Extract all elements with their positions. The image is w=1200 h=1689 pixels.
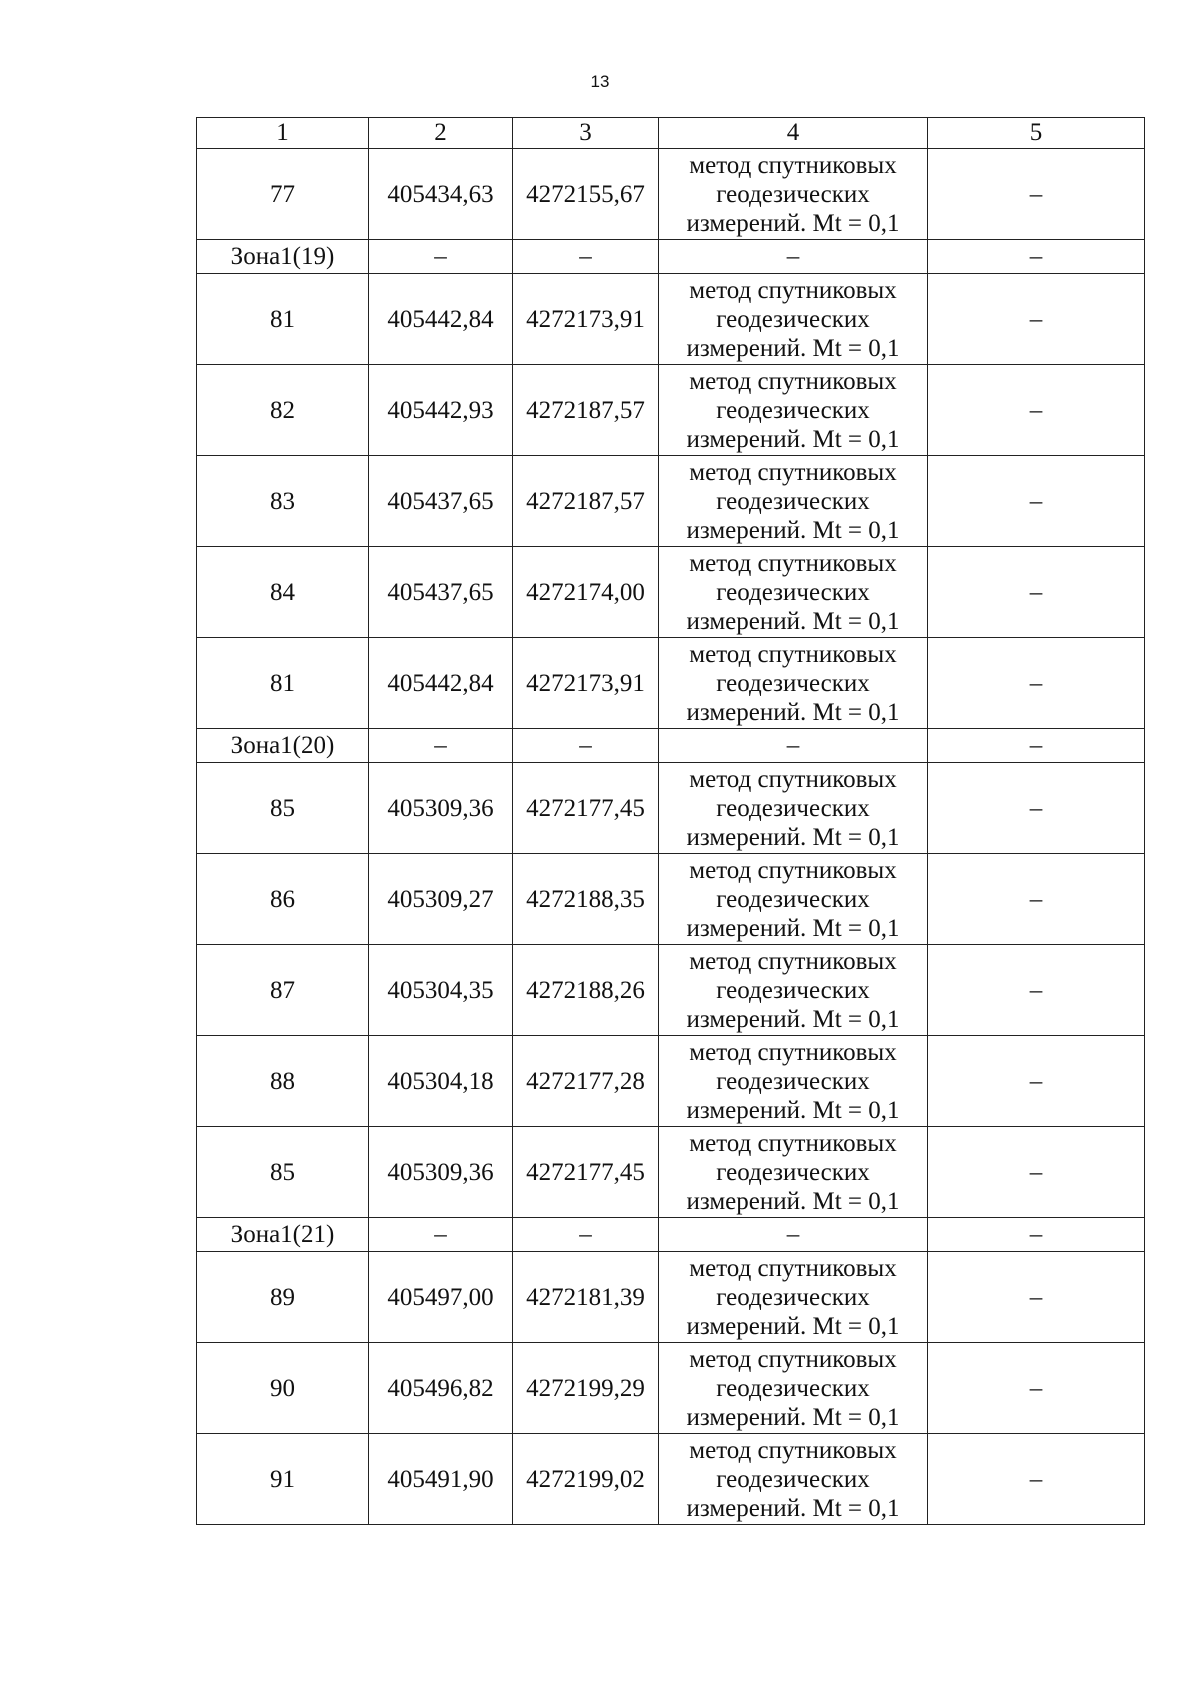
method-cell [659,1343,928,1434]
point-number: 91 [197,1434,369,1525]
method-line: измерений. Mt = 0,1 [686,516,900,544]
point-x: 405309,36 [369,763,513,854]
zone-cell-2: – [369,240,513,274]
method-line: измерений. Mt = 0,1 [686,607,900,635]
method-line: геодезических [716,1158,870,1186]
point-x: 405309,27 [369,854,513,945]
header-row [197,118,1145,149]
point-number: 82 [197,365,369,456]
zone-cell-5: – [928,240,1145,274]
point-cell-5: – [928,1036,1145,1127]
zone-row [197,240,1145,274]
zone-cell-3: – [513,1218,659,1252]
method-line: геодезических [716,885,870,913]
method-cell [659,763,928,854]
zone-row [197,1218,1145,1252]
method-line: метод спутниковых [689,367,897,395]
zone-cell-2: – [369,1218,513,1252]
coordinates-table-body [197,118,1145,1525]
method-line: измерений. Mt = 0,1 [686,334,900,362]
point-number: 81 [197,638,369,729]
point-row [197,1036,1145,1127]
method-line: измерений. Mt = 0,1 [686,823,900,851]
point-cell-5: – [928,945,1145,1036]
point-number: 85 [197,1127,369,1218]
point-row [197,456,1145,547]
point-row [197,1343,1145,1434]
zone-cell-4: – [659,240,928,274]
zone-cell-5: – [928,1218,1145,1252]
point-cell-5: – [928,365,1145,456]
method-line: измерений. Mt = 0,1 [686,1403,900,1431]
point-row [197,1434,1145,1525]
point-x: 405437,65 [369,456,513,547]
point-y: 4272188,26 [513,945,659,1036]
point-x: 405497,00 [369,1252,513,1343]
zone-cell-5: – [928,729,1145,763]
point-y: 4272187,57 [513,456,659,547]
point-x: 405442,84 [369,274,513,365]
method-cell [659,547,928,638]
method-line: измерений. Mt = 0,1 [686,698,900,726]
point-row [197,547,1145,638]
method-line: измерений. Mt = 0,1 [686,1494,900,1522]
zone-cell-2: – [369,729,513,763]
point-y: 4272199,29 [513,1343,659,1434]
method-cell [659,1434,928,1525]
point-row [197,1127,1145,1218]
header-cell-4: 4 [659,118,928,149]
method-cell [659,456,928,547]
method-line: геодезических [716,578,870,606]
point-number: 88 [197,1036,369,1127]
method-cell [659,1252,928,1343]
point-cell-5: – [928,547,1145,638]
zone-label: Зона1(20) [197,729,369,763]
point-y: 4272173,91 [513,638,659,729]
method-line: метод спутниковых [689,640,897,668]
point-cell-5: – [928,763,1145,854]
method-line: геодезических [716,396,870,424]
header-cell-2: 2 [369,118,513,149]
point-cell-5: – [928,1434,1145,1525]
point-y: 4272181,39 [513,1252,659,1343]
point-row [197,763,1145,854]
zone-cell-4: – [659,1218,928,1252]
point-number: 83 [197,456,369,547]
point-row [197,1252,1145,1343]
point-x: 405442,84 [369,638,513,729]
method-cell [659,365,928,456]
method-line: геодезических [716,1374,870,1402]
point-x: 405304,18 [369,1036,513,1127]
point-row [197,945,1145,1036]
point-cell-5: – [928,638,1145,729]
point-y: 4272155,67 [513,149,659,240]
method-line: метод спутниковых [689,1129,897,1157]
page-number: 13 [590,72,610,91]
point-y: 4272177,45 [513,1127,659,1218]
method-cell [659,149,928,240]
point-row [197,149,1145,240]
coordinates-table [196,117,1145,1525]
point-x: 405304,35 [369,945,513,1036]
header-cell-3: 3 [513,118,659,149]
point-number: 77 [197,149,369,240]
point-number: 85 [197,763,369,854]
point-cell-5: – [928,1252,1145,1343]
point-cell-5: – [928,274,1145,365]
point-y: 4272199,02 [513,1434,659,1525]
zone-cell-3: – [513,729,659,763]
method-line: измерений. Mt = 0,1 [686,209,900,237]
point-y: 4272187,57 [513,365,659,456]
point-y: 4272173,91 [513,274,659,365]
method-line: геодезических [716,487,870,515]
point-cell-5: – [928,1127,1145,1218]
method-line: измерений. Mt = 0,1 [686,1187,900,1215]
method-line: измерений. Mt = 0,1 [686,1005,900,1033]
point-row [197,854,1145,945]
method-line: метод спутниковых [689,1436,897,1464]
zone-cell-3: – [513,240,659,274]
zone-cell-4: – [659,729,928,763]
point-x: 405437,65 [369,547,513,638]
point-y: 4272188,35 [513,854,659,945]
method-line: метод спутниковых [689,947,897,975]
point-x: 405491,90 [369,1434,513,1525]
point-x: 405496,82 [369,1343,513,1434]
method-line: геодезических [716,1067,870,1095]
method-line: метод спутниковых [689,276,897,304]
method-line: геодезических [716,305,870,333]
point-number: 87 [197,945,369,1036]
method-line: метод спутниковых [689,549,897,577]
point-x: 405442,93 [369,365,513,456]
method-line: метод спутниковых [689,1254,897,1282]
zone-label: Зона1(21) [197,1218,369,1252]
method-cell [659,1127,928,1218]
method-line: геодезических [716,794,870,822]
method-line: геодезических [716,669,870,697]
point-cell-5: – [928,456,1145,547]
method-line: метод спутниковых [689,151,897,179]
point-cell-5: – [928,854,1145,945]
header-cell-5: 5 [928,118,1145,149]
point-cell-5: – [928,149,1145,240]
method-line: измерений. Mt = 0,1 [686,1096,900,1124]
point-y: 4272174,00 [513,547,659,638]
method-line: геодезических [716,1283,870,1311]
point-x: 405309,36 [369,1127,513,1218]
method-line: метод спутниковых [689,458,897,486]
method-line: метод спутниковых [689,765,897,793]
point-cell-5: – [928,1343,1145,1434]
method-line: геодезических [716,180,870,208]
point-row [197,638,1145,729]
point-number: 84 [197,547,369,638]
method-cell [659,1036,928,1127]
point-y: 4272177,28 [513,1036,659,1127]
point-y: 4272177,45 [513,763,659,854]
zone-label: Зона1(19) [197,240,369,274]
method-cell [659,638,928,729]
point-number: 86 [197,854,369,945]
method-line: метод спутниковых [689,1345,897,1373]
method-line: метод спутниковых [689,1038,897,1066]
point-x: 405434,63 [369,149,513,240]
method-line: измерений. Mt = 0,1 [686,425,900,453]
method-line: измерений. Mt = 0,1 [686,914,900,942]
point-row [197,274,1145,365]
method-cell [659,854,928,945]
point-number: 81 [197,274,369,365]
method-cell [659,945,928,1036]
method-line: измерений. Mt = 0,1 [686,1312,900,1340]
zone-row [197,729,1145,763]
method-line: метод спутниковых [689,856,897,884]
method-cell [659,274,928,365]
method-line: геодезических [716,976,870,1004]
header-cell-1: 1 [197,118,369,149]
method-line: геодезических [716,1465,870,1493]
point-number: 90 [197,1343,369,1434]
point-number: 89 [197,1252,369,1343]
point-row [197,365,1145,456]
